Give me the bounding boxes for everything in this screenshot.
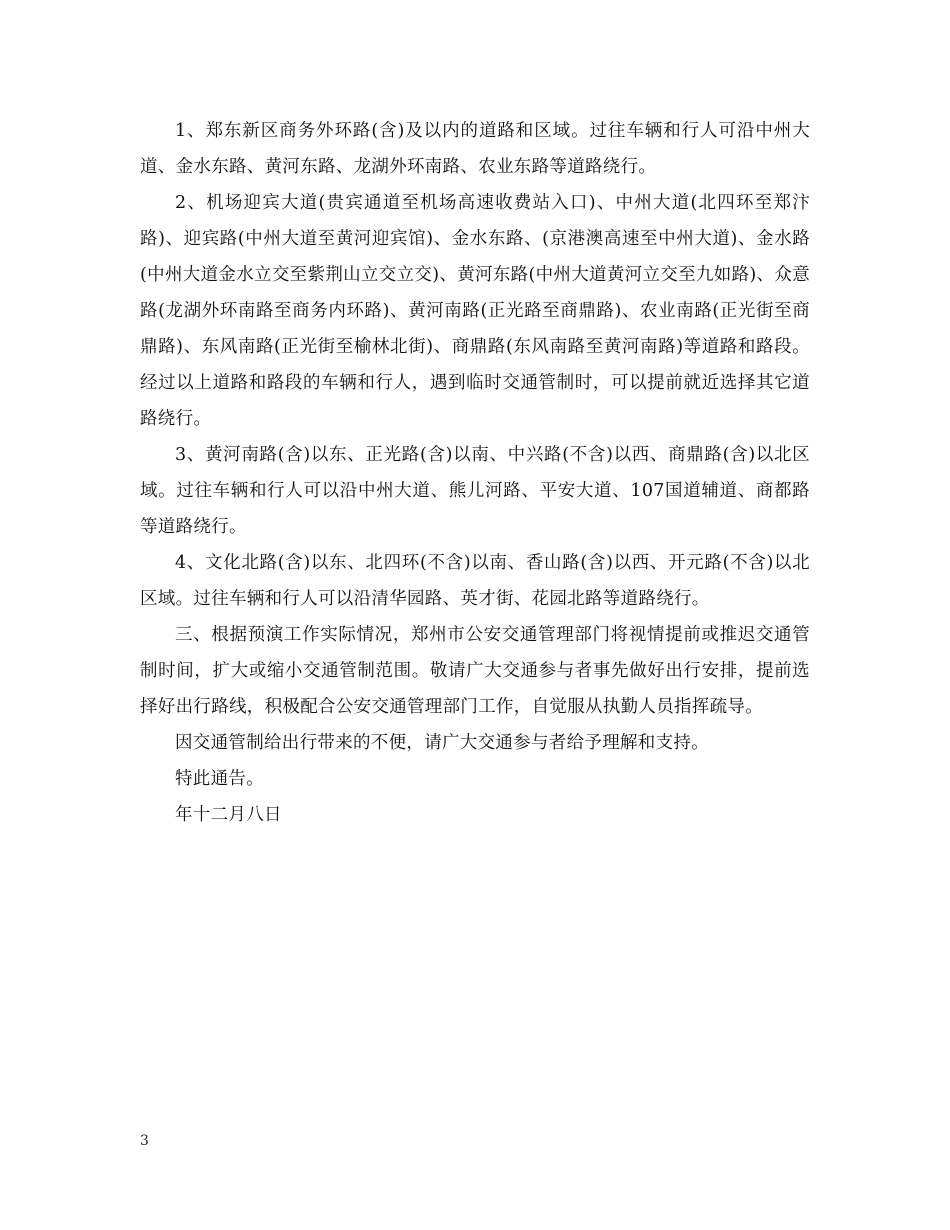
document-body: [140, 113, 810, 833]
paragraph-route-2: 2、机场迎宾大道(贵宾通道至机场高速收费站入口)、中州大道(北四环至郑汴路)、迎宾路(中州大道至黄河迎宾馆)、金水东路、(京港澳高速至中州大道)、金水路(中州大道金水立交至紫荆山立交立交)、黄河东路(中州大道黄河立交至九如路)、众意路(龙湖外环南路至商务内环路)、黄河南路(正光路至商鼎路)、农业南路(正光街至商鼎路)、东风南路(正光街至榆林北街)、商鼎路(东风南路至黄河南路)等道路和路段。经过以上道路和路段的车辆和行人，遇到临时交通管制时，可以提前就近选择其它道路绕行。: [140, 193, 810, 429]
paragraph-date: 年十二月八日: [175, 805, 282, 825]
paragraph-notice-closing: 特此通告。: [175, 769, 264, 789]
paragraph-route-3: 3、黄河南路(含)以东、正光路(含)以南、中兴路(不含)以西、商鼎路(含)以北区域。过往车辆和行人可以沿中州大道、熊儿河路、平安大道、107国道辅道、商都路等道路绕行。: [140, 445, 810, 537]
paragraph-route-1: 1、郑东新区商务外环路(含)及以内的道路和区域。过往车辆和行人可沿中州大道、金水东路、黄河东路、龙湖外环南路、农业东路等道路绕行。: [140, 121, 810, 177]
paragraph-section-three: 三、根据预演工作实际情况，郑州市公安交通管理部门将视情提前或推迟交通管制时间，扩大或缩小交通管制范围。敬请广大交通参与者事先做好出行安排，提前选择好出行路线，积极配合公安交通管理部门工作，自觉服从执勤人员指挥疏导。: [140, 625, 810, 717]
paragraph-apology: 因交通管制给出行带来的不便，请广大交通参与者给予理解和支持。: [175, 733, 709, 753]
page-number: 3: [140, 1133, 149, 1149]
paragraph-route-4: 4、文化北路(含)以东、北四环(不含)以南、香山路(含)以西、开元路(不含)以北区域。过往车辆和行人可以沿清华园路、英才街、花园北路等道路绕行。: [140, 553, 810, 609]
